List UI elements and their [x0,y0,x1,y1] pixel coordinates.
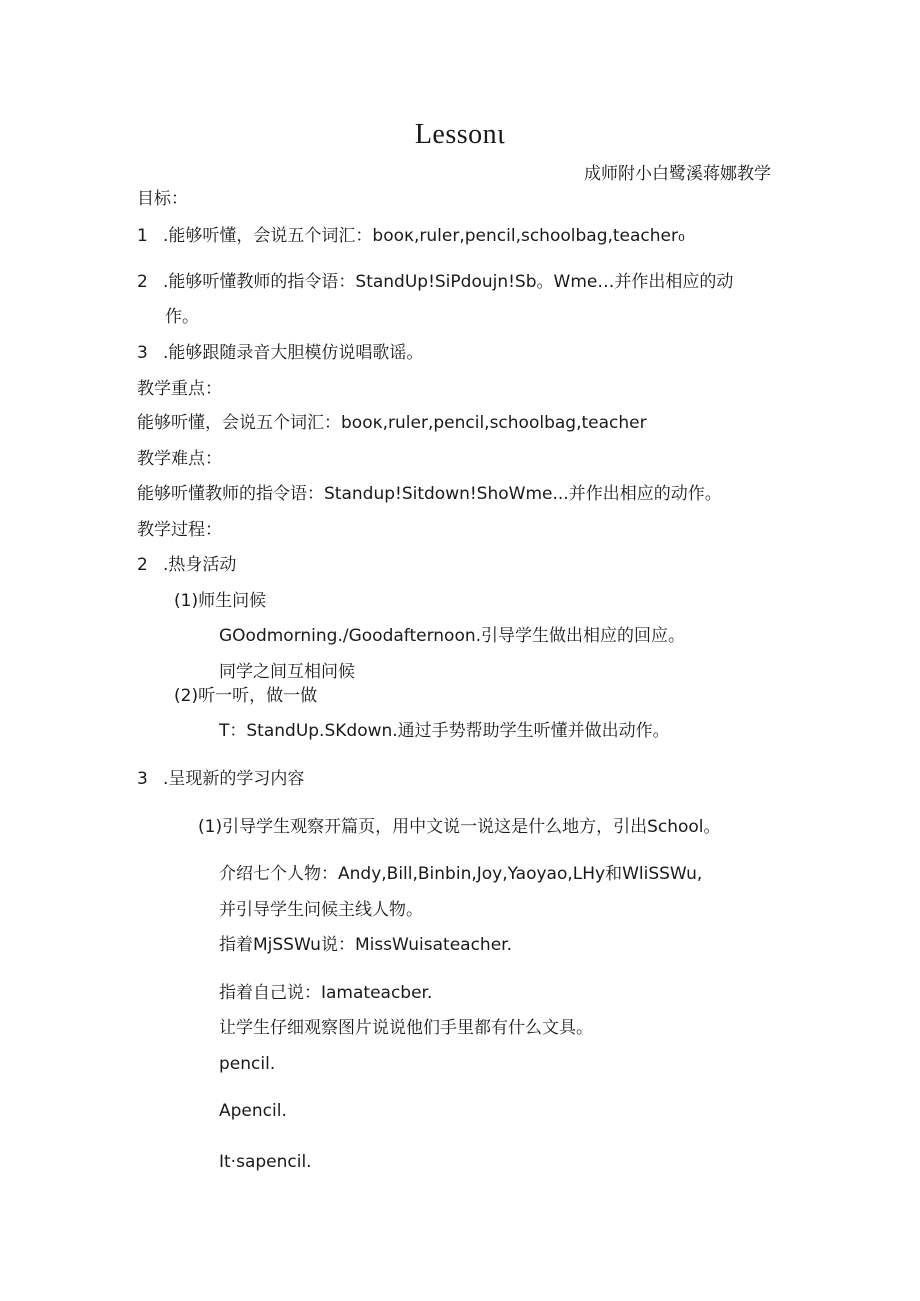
step-2-sub-1-line-2: 同学之间互相问候 [219,662,355,682]
step-3-line-6: pencil. [219,1054,276,1074]
process-heading: 教学过程： [137,520,222,540]
step-2-sub-1-line-1: GOodmorning./Goodafternoon.引导学生做出相应的回应。 [219,626,686,646]
step-text: .呈现新的学习内容 [163,769,305,789]
step-3-line-2: 并引导学生问候主线人物。 [219,900,423,920]
goal-item-3 [137,341,423,365]
step-3-line-3: 指着MjSSWu说：MissWuisateacher. [219,935,512,955]
goal-text: .能够跟随录音大胆模仿说唱歌谣。 [163,343,424,363]
step-2-sub-2: (2)听一听，做一做 [174,686,318,706]
step-3-line-8: It·sapencil. [219,1152,312,1172]
goal-number: 1 [137,226,148,246]
difficulty-text: 能够听懂教师的指令语：Standup!Sitdown!ShoWme...并作出相应的动作。 [137,484,722,504]
difficulty-heading: 教学难点： [137,449,222,469]
step-3-line-7: Apencil. [219,1101,287,1121]
step-2-sub-2-line-1: T：StandUp.SKdown.通过手势帮助学生听懂并做出动作。 [219,721,670,741]
goal-number: 2 [137,272,148,292]
key-points-heading: 教学重点： [137,379,222,399]
goal-item-1 [137,224,685,248]
goals-heading: 目标： [137,189,188,209]
goal-text: .能够听懂教师的指令语：StandUp!SiPdoujn!Sb。Wme…并作出相应的动 [163,272,734,292]
key-points-text: 能够听懂，会说五个词汇：booκ,ruler,pencil,schoolbag,teacher [137,413,647,433]
goal-text: .能够听懂，会说五个词汇：booκ,ruler,pencil,schoolbag,teacher₀ [163,226,685,246]
step-number: 2 [137,555,148,575]
goal-number: 3 [137,343,148,363]
step-3-heading [137,767,304,791]
step-number: 3 [137,769,148,789]
step-3-line-4: 指着自己说：Iamateacber. [219,983,433,1003]
step-3-line-1: 介绍七个人物：Andy,Bill,Binbin,Joy,Yaoyao,LHy和WliSSWu, [219,864,703,884]
step-3-sub-1: (1)引导学生观察开篇页，用中文说一说这是什么地方，引出School。 [198,817,721,837]
step-text: .热身活动 [163,555,237,575]
step-2-sub-1: (1)师生问候 [174,591,267,611]
step-3-line-5: 让学生仔细观察图片说说他们手里都有什么文具。 [219,1018,593,1038]
lesson-title: Lessonι [414,119,506,150]
goal-item-2-continuation: 作。 [165,307,199,327]
goal-item-2 [137,270,733,294]
author-line: 成师附小白鹭溪蒋娜教学 [584,164,771,184]
step-2-heading [137,553,236,577]
